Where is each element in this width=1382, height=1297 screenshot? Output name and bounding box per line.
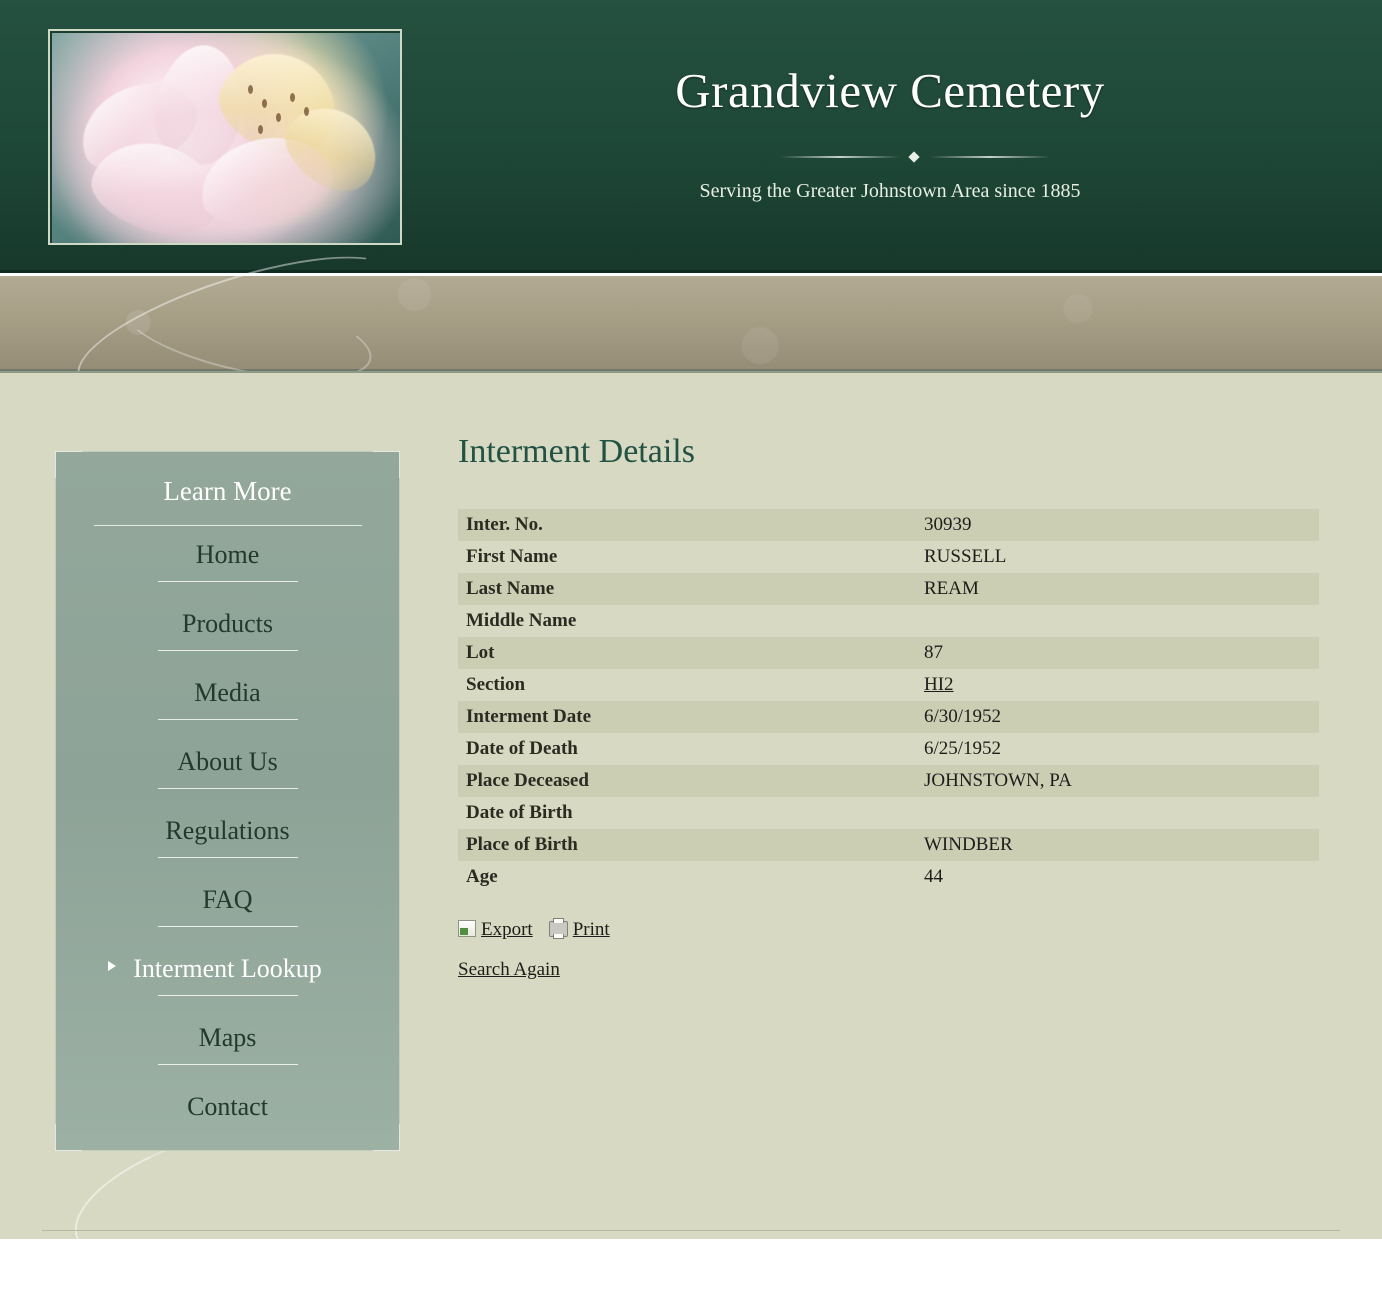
sidebar-title: Learn More — [163, 476, 292, 506]
row-label: Middle Name — [466, 610, 577, 631]
row-value: 44 — [924, 866, 943, 887]
title-divider-ornament — [780, 150, 1050, 164]
sidebar-item-interment-lookup[interactable] — [56, 940, 399, 1009]
table-row — [458, 541, 1319, 573]
row-label: Date of Birth — [466, 802, 573, 823]
footer-divider — [42, 1230, 1340, 1231]
table-row — [458, 573, 1319, 605]
arrow-right-icon — [108, 961, 116, 971]
sidebar-item-label[interactable]: Products — [182, 609, 273, 638]
sidebar-item-label[interactable]: Regulations — [165, 816, 290, 845]
row-value: JOHNSTOWN, PA — [916, 765, 1319, 797]
actions-row — [458, 919, 1328, 941]
sidebar-item-label[interactable]: Maps — [198, 1023, 257, 1052]
sidebar-item-products[interactable] — [56, 595, 399, 664]
table-row — [458, 829, 1319, 861]
export-link[interactable]: Export — [481, 919, 533, 940]
row-label: Inter. No. — [458, 509, 916, 541]
sidebar-item-label[interactable]: Contact — [187, 1092, 268, 1121]
row-label: Place of Birth — [458, 829, 916, 861]
table-row — [458, 701, 1319, 733]
sidebar-item-label[interactable]: FAQ — [202, 885, 253, 914]
sidebar-item-label[interactable]: Interment Lookup — [133, 954, 322, 983]
table-row — [458, 861, 1319, 893]
sidebar-nav — [56, 526, 399, 1135]
table-row — [458, 605, 1319, 637]
site-title: Grandview Cemetery — [675, 63, 1105, 118]
search-again-row — [458, 959, 1328, 981]
sidebar-item-faq[interactable] — [56, 871, 399, 940]
table-row — [458, 669, 1319, 701]
content-area — [0, 371, 1382, 1239]
row-label: Date of Death — [466, 738, 578, 759]
row-value — [916, 669, 1319, 701]
row-value — [916, 605, 1319, 637]
section-link[interactable]: HI2 — [924, 674, 954, 695]
row-label: Lot — [458, 637, 916, 669]
row-value: WINDBER — [916, 829, 1319, 861]
sidebar-item-label[interactable]: Media — [194, 678, 261, 707]
export-icon — [458, 920, 476, 937]
sidebar-item-about-us[interactable] — [56, 733, 399, 802]
row-value: 6/25/1952 — [924, 738, 1002, 759]
table-row — [458, 733, 1319, 765]
row-value: RUSSELL — [924, 546, 1007, 567]
row-value: 6/30/1952 — [916, 701, 1319, 733]
row-value: REAM — [916, 573, 1319, 605]
sidebar-item-media[interactable] — [56, 664, 399, 733]
search-again-link[interactable]: Search Again — [458, 959, 560, 980]
sidebar-item-contact[interactable] — [56, 1078, 399, 1135]
row-label: Age — [466, 866, 498, 887]
sidebar — [55, 451, 400, 1151]
site-header — [0, 0, 1382, 273]
lily-flower-photo — [52, 33, 400, 243]
row-value — [916, 797, 1319, 829]
sidebar-item-label[interactable]: About Us — [177, 747, 278, 776]
row-value: 30939 — [916, 509, 1319, 541]
decorative-band — [0, 276, 1382, 371]
logo-frame — [48, 29, 402, 245]
main-panel — [458, 433, 1328, 981]
sidebar-item-regulations[interactable] — [56, 802, 399, 871]
page-title: Interment Details — [458, 433, 695, 470]
row-label: Place Deceased — [458, 765, 916, 797]
row-label: First Name — [466, 546, 558, 567]
row-label: Interment Date — [458, 701, 916, 733]
sidebar-item-home[interactable] — [56, 526, 399, 595]
table-row — [458, 765, 1319, 797]
printer-icon — [549, 921, 568, 937]
table-row — [458, 797, 1319, 829]
interment-details-table — [458, 509, 1319, 893]
sidebar-item-maps[interactable] — [56, 1009, 399, 1078]
table-row — [458, 637, 1319, 669]
site-tagline: Serving the Greater Johnstown Area since 1885 — [699, 180, 1081, 202]
row-value: 87 — [916, 637, 1319, 669]
row-label: Last Name — [458, 573, 916, 605]
table-row — [458, 509, 1319, 541]
print-link[interactable]: Print — [572, 919, 610, 940]
row-label: Section — [466, 674, 526, 695]
sidebar-item-label[interactable]: Home — [195, 540, 260, 569]
